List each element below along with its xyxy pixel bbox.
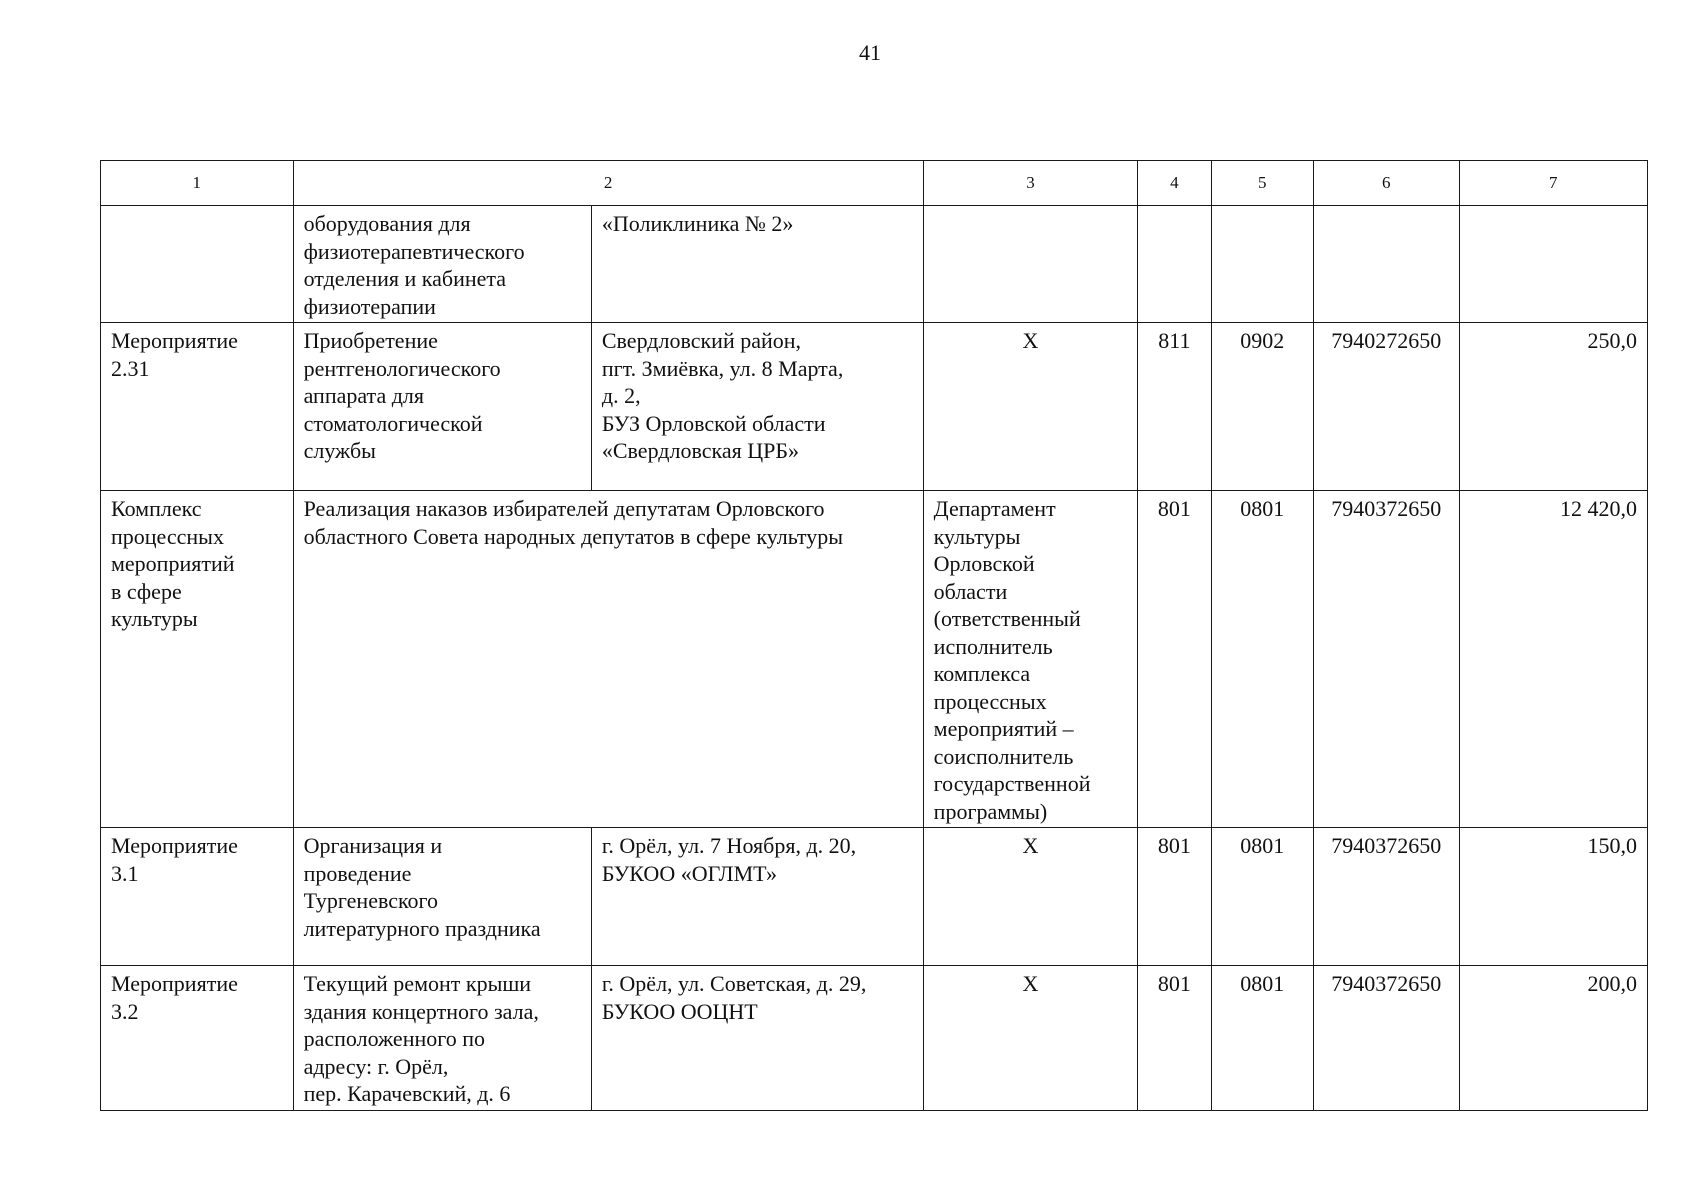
section-cell: 0801 xyxy=(1211,828,1314,966)
column-header: 3 xyxy=(923,161,1138,206)
location-cell: Свердловский район, пгт. Змиёвка, ул. 8 Марта, д. 2, БУЗ Орловской области «Свердловская ЦРБ» xyxy=(591,323,923,491)
target-code-cell: 7940372650 xyxy=(1314,491,1459,828)
code-cell: 801 xyxy=(1138,966,1211,1111)
section-cell: 0801 xyxy=(1211,491,1314,828)
section-cell xyxy=(1211,206,1314,323)
amount-cell: 200,0 xyxy=(1459,966,1647,1111)
table-row xyxy=(101,828,1648,966)
executor-cell xyxy=(923,206,1138,323)
table-row xyxy=(101,323,1648,491)
code-cell xyxy=(1138,206,1211,323)
code-cell: 801 xyxy=(1138,828,1211,966)
budget-table xyxy=(100,160,1648,1111)
amount-cell xyxy=(1459,206,1647,323)
description-cell: оборудования для физиотерапевтического отделения и кабинета физиотерапии xyxy=(293,206,591,323)
code-cell: 811 xyxy=(1138,323,1211,491)
table-header-row xyxy=(101,161,1648,206)
target-code-cell: 7940372650 xyxy=(1314,828,1459,966)
section-cell: 0801 xyxy=(1211,966,1314,1111)
table-row xyxy=(101,491,1648,828)
column-header: 5 xyxy=(1211,161,1314,206)
amount-cell: 150,0 xyxy=(1459,828,1647,966)
location-cell: г. Орёл, ул. 7 Ноября, д. 20, БУКОО «ОГЛМТ» xyxy=(591,828,923,966)
measure-cell: Мероприятие 3.2 xyxy=(101,966,294,1111)
description-cell: Приобретение рентгенологического аппарата для стоматологической службы xyxy=(293,323,591,491)
target-code-cell: 7940272650 xyxy=(1314,323,1459,491)
executor-cell: Х xyxy=(923,323,1138,491)
executor-cell: Х xyxy=(923,828,1138,966)
column-header: 2 xyxy=(293,161,923,206)
page-number: 41 xyxy=(859,40,881,65)
column-header: 1 xyxy=(101,161,294,206)
target-code-cell: 7940372650 xyxy=(1314,966,1459,1111)
table-row xyxy=(101,966,1648,1111)
target-code-cell xyxy=(1314,206,1459,323)
location-cell: «Поликлиника № 2» xyxy=(591,206,923,323)
description-cell: Реализация наказов избирателей депутатам Орловского областного Совета народных депутатов в сфере культуры xyxy=(293,491,923,828)
code-cell: 801 xyxy=(1138,491,1211,828)
table-row xyxy=(101,206,1648,323)
measure-cell: Мероприятие 2.31 xyxy=(101,323,294,491)
description-cell: Текущий ремонт крыши здания концертного зала, расположенного по адресу: г. Орёл, пер. Карачевский, д. 6 xyxy=(293,966,591,1111)
measure-cell xyxy=(101,206,294,323)
column-header: 4 xyxy=(1138,161,1211,206)
amount-cell: 250,0 xyxy=(1459,323,1647,491)
executor-cell: Департамент культуры Орловской области (ответственный исполнитель комплекса процессных мероприятий – соисполнитель государственной программы) xyxy=(923,491,1138,828)
amount-cell: 12 420,0 xyxy=(1459,491,1647,828)
measure-cell: Комплекс процессных мероприятий в сфере культуры xyxy=(101,491,294,828)
description-cell: Организация и проведение Тургеневского литературного праздника xyxy=(293,828,591,966)
section-cell: 0902 xyxy=(1211,323,1314,491)
executor-cell: Х xyxy=(923,966,1138,1111)
column-header: 6 xyxy=(1314,161,1459,206)
location-cell: г. Орёл, ул. Советская, д. 29, БУКОО ООЦНТ xyxy=(591,966,923,1111)
measure-cell: Мероприятие 3.1 xyxy=(101,828,294,966)
column-header: 7 xyxy=(1459,161,1647,206)
